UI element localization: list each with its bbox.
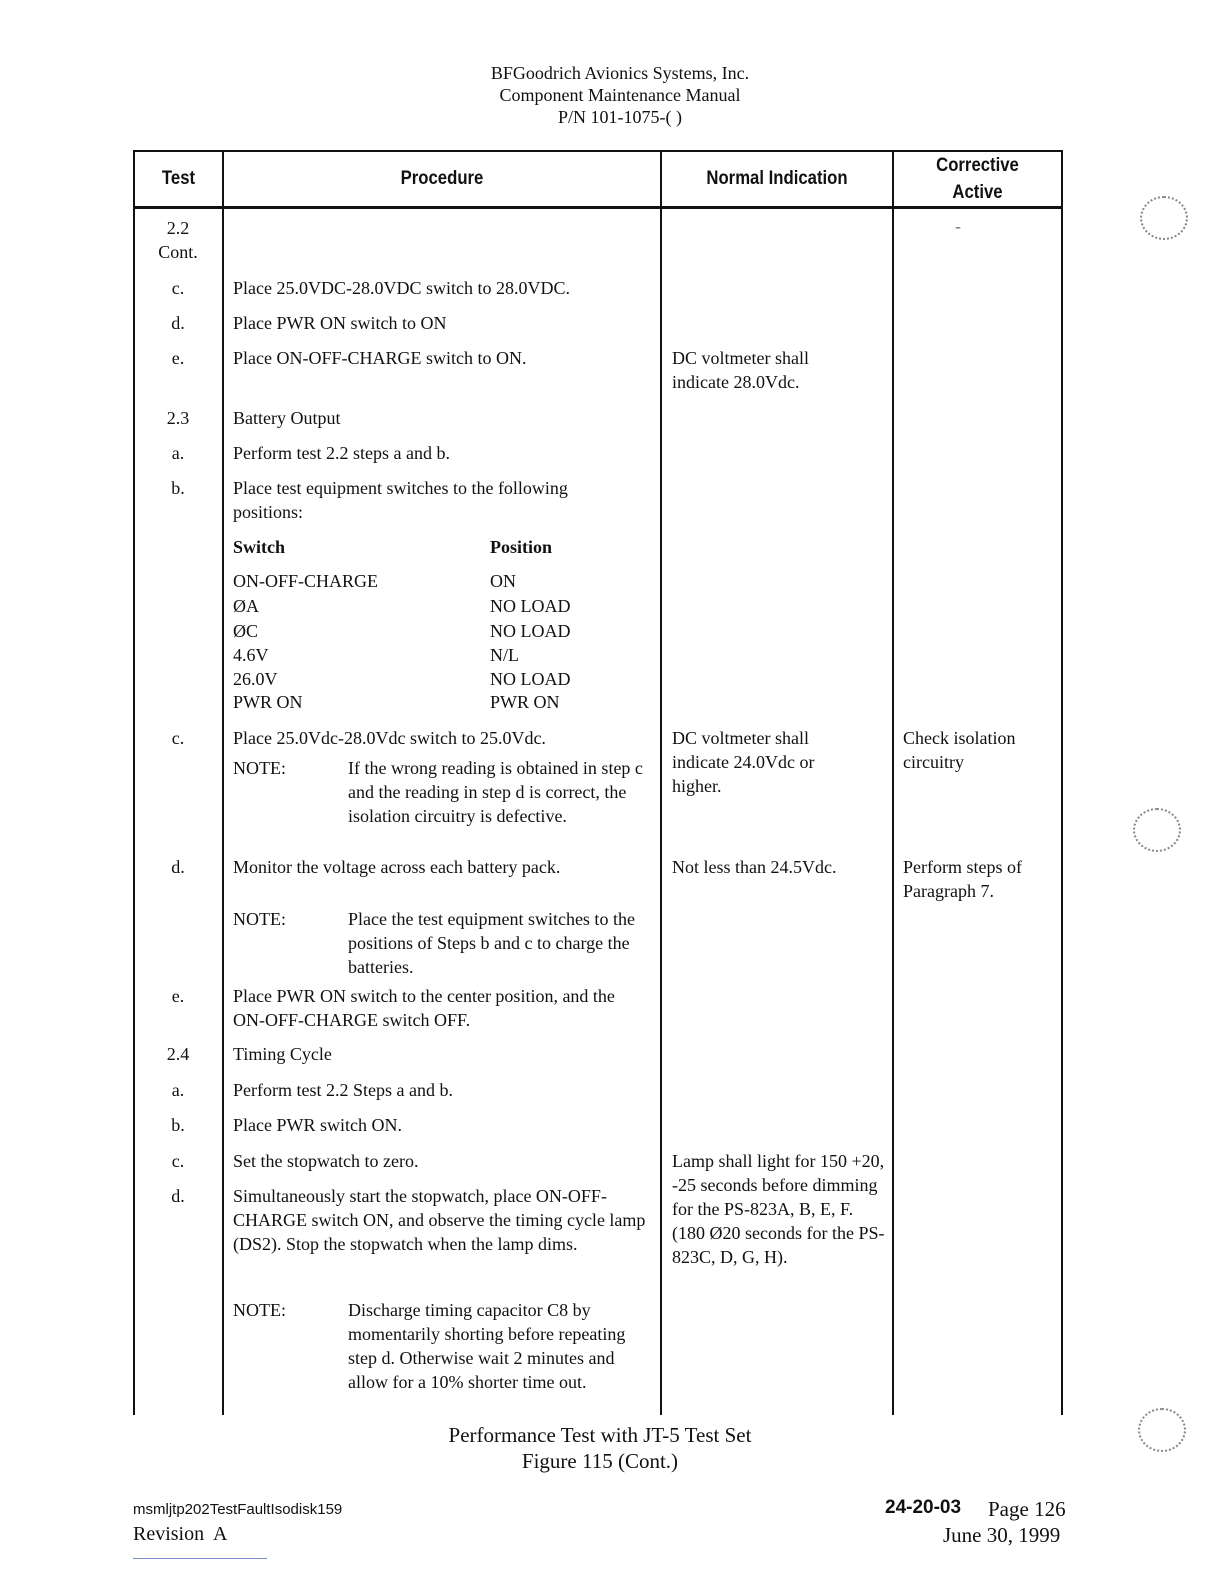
note-label-d-2-4: NOTE: (233, 1300, 286, 1320)
procedure-e-2-2: Place ON-OFF-CHARGE switch to ON. (233, 348, 527, 368)
switch-name: ØA (233, 596, 259, 616)
corrective-d-2-3: Perform steps of Paragraph 7. (903, 857, 1022, 901)
procedure-b-2-4: Place PWR switch ON. (233, 1115, 402, 1135)
step-e-2-2: e. (171, 348, 185, 368)
table-divider-2 (660, 150, 662, 1415)
switch-position: NO LOAD (490, 669, 571, 689)
switch-name: 4.6V (233, 645, 269, 665)
binder-hole (1140, 196, 1188, 240)
dash-mark: - (955, 216, 961, 236)
step-d-2-2: d. (171, 313, 185, 333)
procedure-b-2-3: Place test equipment switches to the following positions: (233, 478, 568, 522)
procedure-c-2-4: Set the stopwatch to zero. (233, 1151, 419, 1171)
footer-date: June 30, 1999 (943, 1523, 1061, 1547)
table-divider-3 (892, 150, 894, 1415)
normal-e-2-2: DC voltmeter shall indicate 28.0Vdc. (672, 348, 809, 392)
step-c-2-4: c. (171, 1151, 185, 1171)
binder-hole (1133, 808, 1181, 852)
switch-name: 26.0V (233, 669, 278, 689)
note-c-2-3: If the wrong reading is obtained in step c and the reading in step d is correct, the isolation circuitry is defective. (348, 758, 643, 826)
procedure-a-2-4: Perform test 2.2 Steps a and b. (233, 1080, 453, 1100)
step-b-2-4: b. (171, 1115, 185, 1135)
column-header-corrective: Corrective (936, 155, 1019, 176)
switch-name: PWR ON (233, 692, 303, 712)
step-d-2-4: d. (171, 1186, 185, 1206)
footer-revision: Revision A (133, 1523, 228, 1545)
step-c-2-2: c. (171, 278, 185, 298)
procedure-d-2-2: Place PWR ON switch to ON (233, 313, 447, 333)
procedure-d-2-3: Monitor the voltage across each battery pack. (233, 857, 561, 877)
switch-table-header-switch: Switch (233, 537, 286, 557)
table-divider-1 (222, 150, 224, 1415)
procedure-c-2-2: Place 25.0VDC-28.0VDC switch to 28.0VDC. (233, 278, 570, 298)
normal-d-2-3: Not less than 24.5Vdc. (672, 857, 837, 877)
step-b-2-3: b. (171, 478, 185, 498)
note-label-c-2-3: NOTE: (233, 758, 286, 778)
test-number-2-2: 2.2 (166, 218, 190, 238)
column-header-procedure: Procedure (400, 168, 484, 189)
test-number-2-4: 2.4 (166, 1044, 190, 1064)
column-header-normal-indication: Normal Indication (706, 168, 848, 189)
step-a-2-4: a. (171, 1080, 185, 1100)
figure-caption-title: Performance Test with JT-5 Test Set (448, 1423, 752, 1447)
switch-name: ØC (233, 621, 259, 641)
procedure-d-2-4: Simultaneously start the stopwatch, place ON-OFF-CHARGE switch ON, and observe the timing cycle lamp (DS2). Stop the stopwatch when the lamp dims. (233, 1186, 646, 1254)
switch-position: N/L (490, 645, 519, 665)
figure-caption-number: Figure 115 (Cont.) (521, 1449, 679, 1473)
column-header-active: Active (952, 182, 1003, 203)
column-header-test: Test (161, 168, 196, 189)
switch-name: ON-OFF-CHARGE (233, 571, 379, 591)
header-part-number: P/N 101-1075-( ) (558, 107, 682, 127)
step-d-2-3: d. (171, 857, 185, 877)
switch-position: NO LOAD (490, 621, 571, 641)
switch-position: PWR ON (490, 692, 560, 712)
switch-table-header-position: Position (490, 537, 553, 557)
procedure-e-2-3: Place PWR ON switch to the center position, and the ON-OFF-CHARGE switch OFF. (233, 986, 615, 1030)
footer-rule (133, 1558, 267, 1559)
switch-position: NO LOAD (490, 596, 571, 616)
table-top-border (133, 150, 1063, 152)
step-c-2-3: c. (171, 728, 185, 748)
switch-position: ON (490, 571, 516, 591)
corrective-c-2-3: Check isolation circuitry (903, 728, 1016, 772)
test-number-2-3: 2.3 (166, 408, 190, 428)
test-cont-label: Cont. (158, 242, 198, 262)
procedure-c-2-3: Place 25.0Vdc-28.0Vdc switch to 25.0Vdc. (233, 728, 546, 748)
step-e-2-3: e. (171, 986, 185, 1006)
footer-doc-number: 24-20-03 (885, 1497, 962, 1518)
normal-c-2-3: DC voltmeter shall indicate 24.0Vdc or higher. (672, 728, 815, 796)
footer-file-id: msmljtp202TestFaultIsodisk159 (133, 1501, 343, 1518)
normal-c-2-4: Lamp shall light for 150 +20, -25 seconds before dimming for the PS-823A, B, E, F. (180 Ø20 seconds for the PS-823C, D, G, H). (672, 1151, 885, 1267)
binder-hole (1138, 1408, 1186, 1452)
note-d-2-4: Discharge timing capacitor C8 by momentarily shorting before repeating step d. Otherwise wait 2 minutes and allow for a 10% shorter time out. (348, 1300, 626, 1392)
table-right-border (1061, 150, 1063, 1415)
header-manual: Component Maintenance Manual (499, 85, 741, 105)
test-title-2-3: Battery Output (233, 408, 341, 428)
table-left-border (133, 150, 135, 1415)
step-a-2-3: a. (171, 443, 185, 463)
test-title-2-4: Timing Cycle (233, 1044, 332, 1064)
table-header-rule (133, 206, 1063, 209)
procedure-a-2-3: Perform test 2.2 steps a and b. (233, 443, 450, 463)
note-d-2-3: Place the test equipment switches to the positions of Steps b and c to charge the batteries. (348, 909, 635, 977)
note-label-d-2-3: NOTE: (233, 909, 286, 929)
header-company: BFGoodrich Avionics Systems, Inc. (490, 63, 750, 83)
footer-page-number: Page 126 (988, 1497, 1066, 1521)
